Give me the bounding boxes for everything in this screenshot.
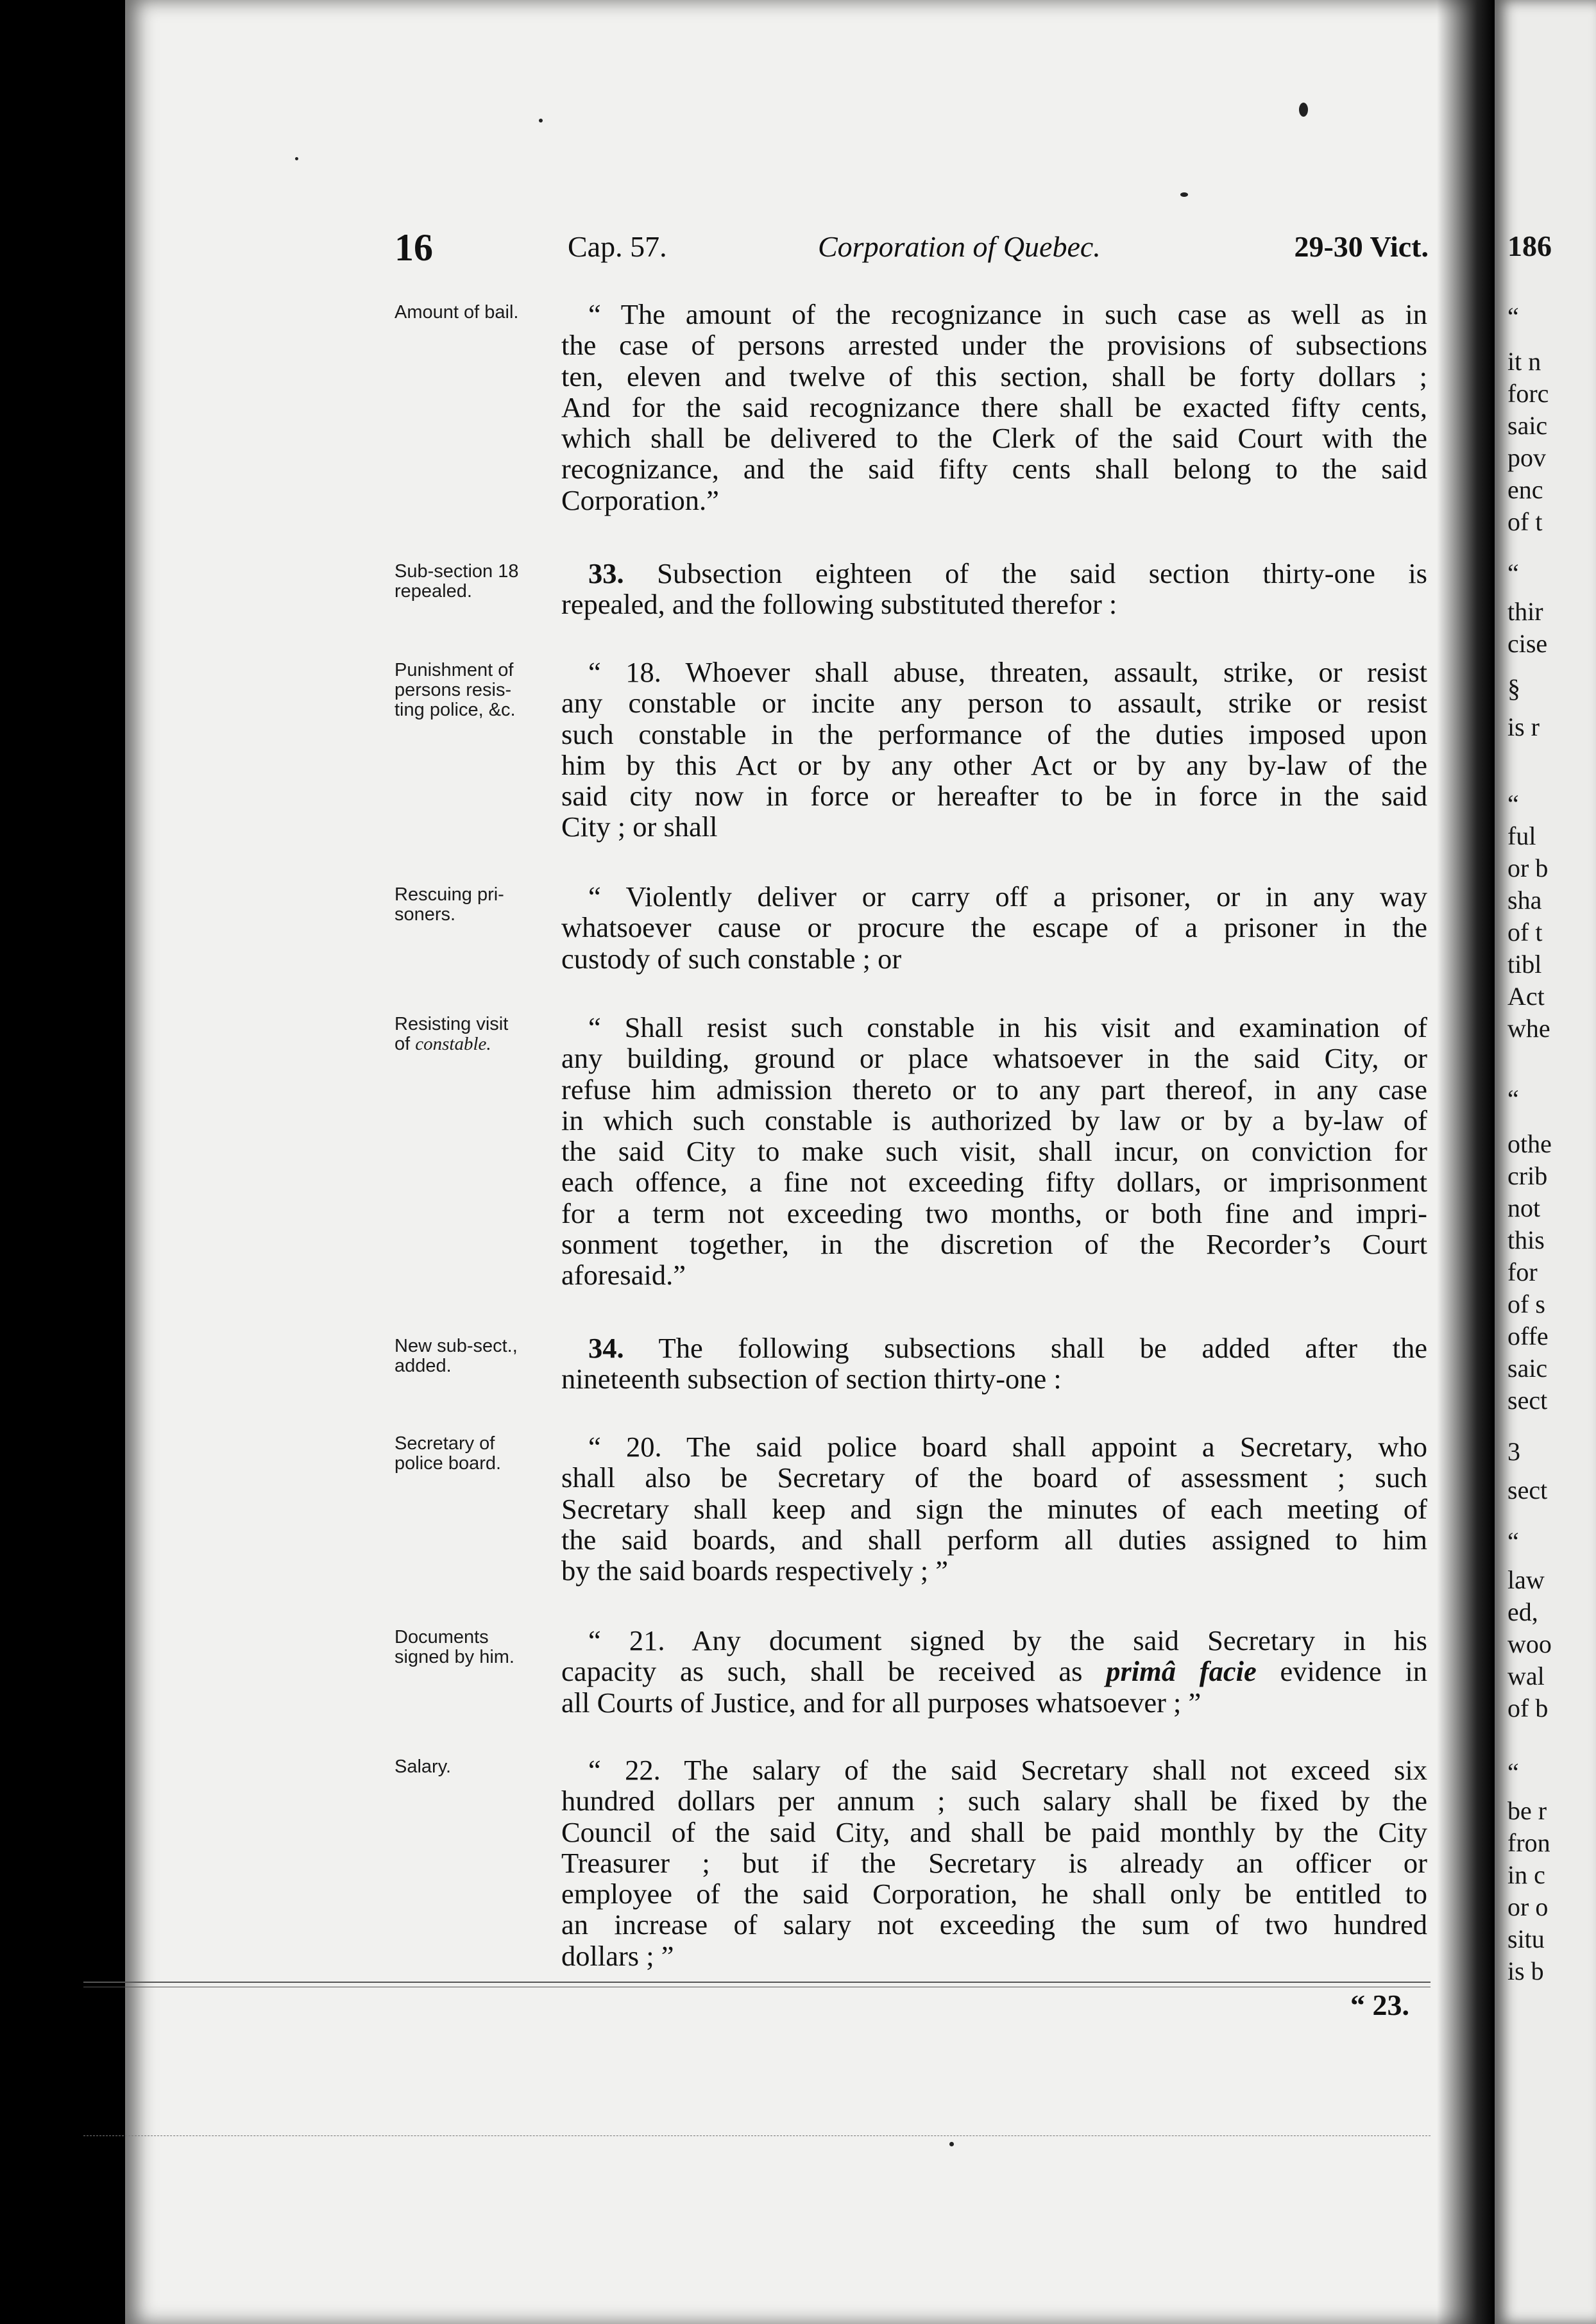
facing-page-line: ed,	[1507, 1597, 1538, 1626]
facing-page-line: sha	[1507, 886, 1542, 914]
margin-note-line: Resisting visit	[395, 1014, 509, 1034]
margin-note-line: signed by him.	[395, 1647, 514, 1667]
subsection-20	[561, 1431, 1427, 1586]
margin-note-line: repealed.	[395, 581, 472, 602]
text-line: any building, ground or place whatsoever in the said City, or	[561, 1042, 1427, 1075]
text-line: which shall be delivered to the Clerk of the said Court with the	[561, 422, 1427, 455]
running-header	[395, 226, 1429, 271]
margin-note-secretary	[395, 1434, 561, 1474]
text-line: Treasurer ; but if the Secretary is already an officer or	[561, 1846, 1427, 1879]
text-line: And for the said recognizance there shall be exacted fifty cents,	[561, 391, 1427, 423]
facing-page-line: tibl	[1507, 950, 1542, 979]
scan-speck	[1180, 192, 1188, 197]
facing-page-line: whe	[1507, 1014, 1550, 1043]
subsection-21	[561, 1625, 1427, 1718]
scan-speck	[949, 2142, 954, 2146]
facing-page-line: woo	[1507, 1629, 1552, 1658]
facing-page-line: fron	[1507, 1828, 1550, 1857]
facing-page-line: wal	[1507, 1662, 1545, 1690]
facing-page-line: of b	[1507, 1694, 1549, 1722]
text-line: in which such constable is authorized by law or by a by-law of	[561, 1104, 1427, 1136]
catchword: “ 23.	[1350, 1989, 1409, 2021]
text-line: Secretary shall keep and sign the minutes of each meeting of	[561, 1492, 1427, 1525]
chapter-number: Cap. 57.	[568, 230, 667, 263]
text-line: “ 21. Any document signed by the said Secretary in his	[588, 1624, 1427, 1656]
margin-note-documents	[395, 1628, 561, 1667]
page-rule	[83, 2135, 1430, 2136]
margin-note-punishment	[395, 661, 561, 720]
text-line: whatsoever cause or procure the escape of a prisoner in the	[561, 911, 1427, 944]
margin-note-line: of constable.	[395, 1034, 491, 1054]
text-line: “ Violently deliver or carry off a prisoner, or in any way	[588, 880, 1427, 913]
text-line: custody of such constable ; or	[561, 942, 902, 975]
margin-note-amount-of-bail	[395, 303, 561, 323]
text-line: aforesaid.”	[561, 1259, 686, 1292]
paragraph-rescuing-prisoners	[561, 881, 1427, 974]
text-line: nineteenth subsection of section thirty-one :	[561, 1363, 1062, 1395]
text-line: Council of the said City, and shall be paid monthly by the City	[561, 1815, 1427, 1848]
facing-page-line: law	[1507, 1565, 1545, 1594]
facing-page-line: of t	[1507, 507, 1543, 536]
text-line	[561, 558, 1427, 589]
margin-note-rescuing-prisoners	[395, 885, 561, 925]
text-line: each offence, a fine not exceeding fifty dollars, or imprisonment	[561, 1166, 1427, 1199]
text-line: recognizance, and the said fifty cents shall belong to the said	[561, 453, 1427, 485]
facing-page-line: “	[1507, 559, 1519, 587]
regnal-year: 29-30 Vict.	[1294, 230, 1429, 263]
page-rule	[83, 1982, 1430, 1983]
scan-speck	[295, 157, 298, 160]
facing-page-line: sect	[1507, 1386, 1548, 1415]
facing-page-line: “	[1507, 1527, 1519, 1556]
facing-page-line: 3	[1507, 1437, 1520, 1466]
subsection-18	[561, 657, 1427, 843]
text-line: “ 18. Whoever shall abuse, threaten, assault, strike, or resist	[588, 656, 1427, 688]
facing-page-line: situ	[1507, 1924, 1545, 1953]
margin-note-salary	[395, 1757, 561, 1777]
margin-note-line: New sub-sect.,	[395, 1336, 518, 1356]
text-line: an increase of salary not exceeding the sum of two hundred	[561, 1908, 1427, 1941]
margin-note-new-subsections	[395, 1336, 561, 1376]
facing-page	[1495, 0, 1596, 2324]
facing-page-line: forc	[1507, 379, 1549, 408]
margin-note-line: Sub-section 18	[395, 561, 519, 582]
margin-note-line: Salary.	[395, 1756, 452, 1777]
facing-page-line: of t	[1507, 918, 1543, 947]
text-line: shall also be Secretary of the board of assessment ; such	[561, 1461, 1427, 1494]
facing-page-line: §	[1507, 674, 1520, 703]
facing-page-line: “	[1507, 1758, 1519, 1787]
latin-term: primâ facie	[1106, 1655, 1257, 1688]
section-34	[561, 1333, 1427, 1395]
text-line: “ The amount of the recognizance in such case as well as in	[588, 298, 1427, 330]
text-line-content: Subsection eighteen of the said section thirty-one is	[657, 557, 1428, 589]
text-line: “ Shall resist such constable in his visit and examination of	[588, 1011, 1427, 1043]
text-line	[561, 1333, 1427, 1363]
text-line: hundred dollars per annum ; such salary shall be fixed by the	[561, 1785, 1427, 1817]
text-line: said city now in force or hereafter to be in force in the said	[561, 780, 1427, 813]
text-line: ten, eleven and twelve of this section, shall be forty dollars ;	[561, 360, 1427, 392]
facing-page-line: is r	[1507, 712, 1540, 741]
italic-word: constable.	[415, 1034, 491, 1054]
text-line: “ 22. The salary of the said Secretary shall not exceed six	[588, 1754, 1427, 1786]
facing-page-line: saic	[1507, 411, 1548, 440]
text-line: dollars ; ”	[561, 1939, 674, 1972]
margin-note-resisting-visit	[395, 1015, 561, 1054]
text-line: capacity as such, shall be received as primâ facie evidence in	[561, 1655, 1427, 1688]
facing-page-line: it n	[1507, 347, 1541, 376]
margin-note-line: police board.	[395, 1453, 502, 1474]
facing-page-line: saic	[1507, 1354, 1548, 1383]
facing-page-line: thir	[1507, 597, 1543, 626]
facing-page-line: not	[1507, 1193, 1541, 1222]
text-line: such constable in the performance of the duties imposed upon	[561, 718, 1427, 750]
scan-speck	[539, 119, 543, 122]
margin-note-line: soners.	[395, 904, 456, 925]
text-line: refuse him admission thereto or to any part thereof, in any case	[561, 1073, 1427, 1106]
facing-page-line: sect	[1507, 1476, 1548, 1504]
facing-page-line: “	[1507, 1084, 1519, 1113]
subsection-22	[561, 1755, 1427, 1971]
text-line: him by this Act or by any other Act or by any by-law of the	[561, 748, 1427, 781]
paragraph-amount-of-bail	[561, 299, 1427, 516]
act-short-title: Corporation of Quebec.	[818, 230, 1101, 263]
text-line: the case of persons arrested under the provisions of subsections	[561, 329, 1427, 362]
margin-note-line: persons resis-	[395, 680, 512, 700]
facing-page-line: Act	[1507, 982, 1545, 1011]
text-line: employee of the said Corporation, he shall only be entitled to	[561, 1878, 1427, 1910]
section-number: 34.	[588, 1332, 624, 1364]
facing-page-line: crib	[1507, 1161, 1548, 1190]
facing-page-line: in c	[1507, 1860, 1545, 1889]
text-line: any constable or incite any person to assault, strike or resist	[561, 687, 1427, 720]
text-line: “ 20. The said police board shall appoint a Secretary, who	[588, 1431, 1427, 1463]
text-line: for a term not exceeding two months, or both fine and impri-	[561, 1197, 1427, 1229]
margin-note-line: ting police, &c.	[395, 700, 516, 720]
text-line: all Courts of Justice, and for all purposes whatsoever ; ”	[561, 1686, 1201, 1719]
margin-note-line: Documents	[395, 1627, 489, 1647]
page-gutter-shadow	[1437, 0, 1495, 2324]
facing-page-line: this	[1507, 1225, 1545, 1254]
facing-page-line: for	[1507, 1258, 1538, 1286]
text-line: Corporation.”	[561, 484, 719, 516]
facing-page-line: is b	[1507, 1957, 1544, 1985]
margin-note-subsection-repealed	[395, 562, 561, 602]
margin-note-line: Secretary of	[395, 1433, 495, 1454]
text-line: sonment together, in the discretion of the Recorder’s Court	[561, 1228, 1427, 1261]
margin-note-line: Rescuing pri-	[395, 884, 504, 905]
section-33	[561, 558, 1427, 620]
text-line-content: The following subsections shall be added after the	[658, 1332, 1427, 1364]
text-line: the said City to make such visit, shall incur, on conviction for	[561, 1135, 1427, 1168]
margin-note-line: Punishment of	[395, 660, 514, 680]
facing-page-header: 186	[1507, 230, 1552, 262]
text-line: City ; or shall	[561, 811, 718, 843]
section-number: 33.	[588, 557, 624, 589]
text-line: by the said boards respectively ; ”	[561, 1554, 949, 1587]
facing-page-line: of s	[1507, 1290, 1545, 1318]
margin-note-line: Amount of bail.	[395, 302, 519, 323]
text-line: repealed, and the following substituted therefor :	[561, 588, 1117, 621]
margin-note-line: added.	[395, 1356, 452, 1376]
facing-page-line: be r	[1507, 1796, 1547, 1825]
facing-page-line: othe	[1507, 1129, 1552, 1158]
page-number: 16	[395, 226, 433, 269]
facing-page-line: cise	[1507, 629, 1548, 658]
facing-page-line: ful	[1507, 821, 1536, 850]
facing-page-line: or b	[1507, 854, 1549, 882]
facing-page-line: “	[1507, 789, 1519, 818]
facing-page-line: enc	[1507, 475, 1543, 504]
text-line: the said boards, and shall perform all duties assigned to him	[561, 1523, 1427, 1556]
facing-page-line: pov	[1507, 443, 1546, 472]
facing-page-line: or o	[1507, 1892, 1549, 1921]
facing-page-line: offe	[1507, 1322, 1549, 1351]
facing-page-line: “	[1507, 302, 1519, 331]
paragraph-resisting-visit	[561, 1012, 1427, 1291]
scan-speck	[1299, 103, 1308, 117]
